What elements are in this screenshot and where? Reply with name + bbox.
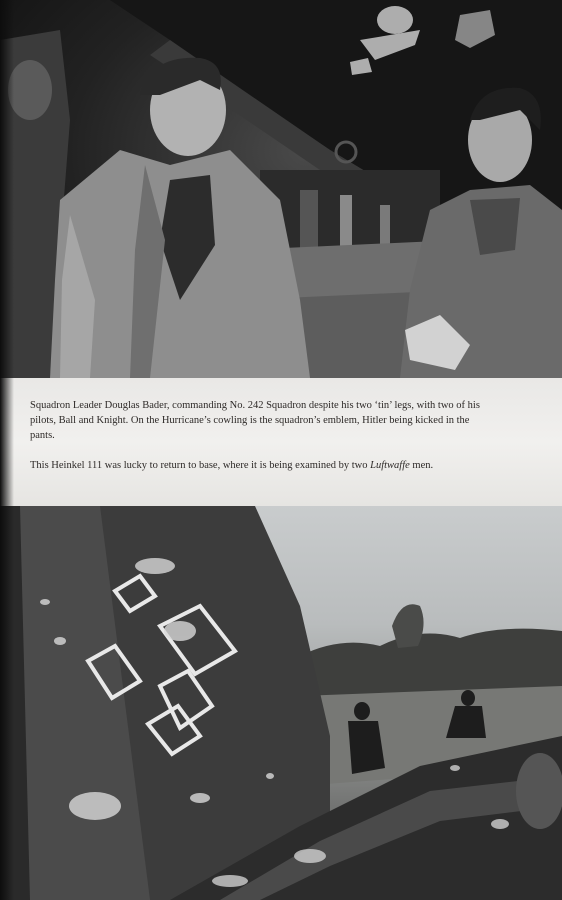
caption-heinkel-text: This Heinkel 111 was lucky to return to base, where it is being examined by two xyxy=(30,460,368,471)
photo-damaged-aircraft-drawing xyxy=(0,506,562,900)
caption-heinkel-suffix: men. xyxy=(409,460,434,471)
caption-band xyxy=(0,378,562,506)
caption-heinkel xyxy=(30,458,490,473)
photo-pilots-drawing xyxy=(0,0,562,378)
caption-bader: Squadron Leader Douglas Bader, commanding No. 242 Squadron despite his two ‘tin’ legs, with two of his pilots, Ball and Knight. On the Hurricane’s cowling is the squadron’s emblem, Hitler being kicked in the pants. xyxy=(30,400,480,441)
photo-pilots xyxy=(0,0,562,378)
caption-heinkel-luftwaffe: Luftwaffe xyxy=(370,460,410,471)
book-spine-shadow xyxy=(0,0,14,900)
photo-damaged-aircraft xyxy=(0,506,562,900)
